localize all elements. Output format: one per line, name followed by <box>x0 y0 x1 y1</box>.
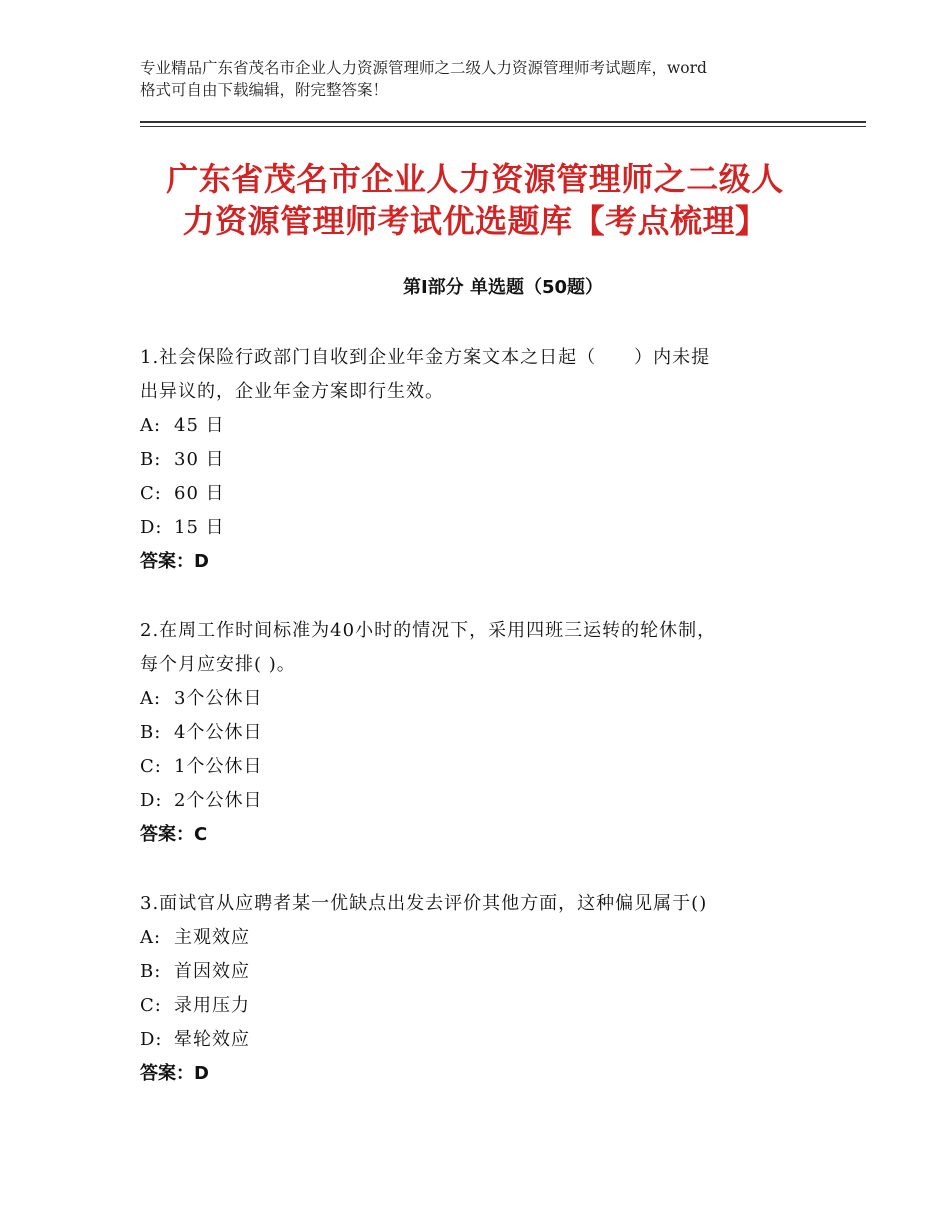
question-2 <box>140 614 800 852</box>
option-letter: C: <box>140 756 162 777</box>
header-divider-thin <box>140 126 866 127</box>
option-letter: C: <box>140 995 162 1016</box>
question-stem: 3.面试官从应聘者某一优缺点出发去评价其他方面，这种偏见属于() <box>140 893 708 914</box>
option-b <box>140 716 800 750</box>
option-letter: B: <box>140 961 162 982</box>
option-letter: A: <box>140 927 162 948</box>
option-b <box>140 955 800 989</box>
option-letter: D: <box>140 1029 163 1050</box>
question-3 <box>140 887 800 1091</box>
answer-label: 答案：C <box>140 824 208 845</box>
header-note: 专业精品广东省茂名市企业人力资源管理师之二级人力资源管理师考试题库，word 格式可自由下载编辑，附完整答案！ <box>140 59 707 99</box>
option-d <box>140 511 800 545</box>
header-divider-thick <box>140 121 866 123</box>
question-stem: 1.社会保险行政部门自收到企业年金方案文本之日起（ ）内未提 出异议的，企业年金方案即行生效。 <box>140 347 711 402</box>
option-text: 录用压力 <box>174 995 250 1016</box>
option-text: 45 日 <box>174 415 225 436</box>
option-letter: D: <box>140 517 163 538</box>
option-text: 60 日 <box>174 483 225 504</box>
document-title: 广东省茂名市企业人力资源管理师之二级人 力资源管理师考试优选题库【考点梳理】 <box>166 160 784 240</box>
option-text: 4个公休日 <box>174 722 263 743</box>
option-text: 30 日 <box>174 449 225 470</box>
option-d <box>140 784 800 818</box>
option-text: 1个公休日 <box>174 756 263 777</box>
question-stem: 2.在周工作时间标准为40小时的情况下，采用四班三运转的轮休制， 每个月应安排( )。 <box>140 620 717 675</box>
option-letter: A: <box>140 688 162 709</box>
answer-label: 答案：D <box>140 1063 209 1084</box>
option-b <box>140 443 800 477</box>
option-letter: B: <box>140 722 162 743</box>
option-letter: B: <box>140 449 162 470</box>
option-text: 3个公休日 <box>174 688 263 709</box>
question-1 <box>140 341 800 579</box>
option-letter: C: <box>140 483 162 504</box>
option-d <box>140 1023 800 1057</box>
option-letter: A: <box>140 415 162 436</box>
section-title: 第Ⅰ部分 单选题（50题） <box>402 277 603 298</box>
option-text: 首因效应 <box>174 961 250 982</box>
option-text: 15 日 <box>174 517 225 538</box>
option-c <box>140 750 800 784</box>
option-a <box>140 409 800 443</box>
option-a <box>140 921 800 955</box>
answer-label: 答案：D <box>140 551 209 572</box>
option-a <box>140 682 800 716</box>
option-letter: D: <box>140 790 163 811</box>
option-c <box>140 989 800 1023</box>
option-text: 晕轮效应 <box>174 1029 250 1050</box>
option-text: 主观效应 <box>174 927 250 948</box>
option-c <box>140 477 800 511</box>
option-text: 2个公休日 <box>174 790 263 811</box>
